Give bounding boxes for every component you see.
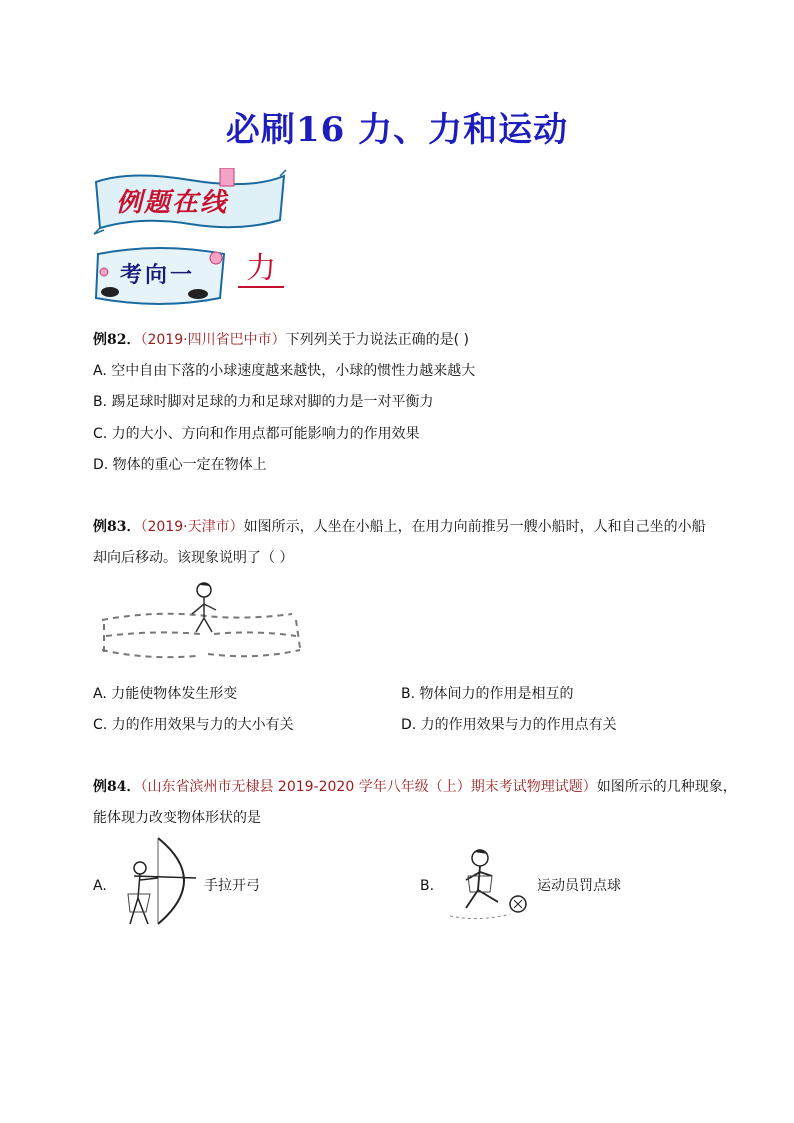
q82-option-c: C. 力的大小、方向和作用点都可能影响力的作用效果 (93, 426, 420, 442)
q83-option-d: D. 力的作用效果与力的作用点有关 (401, 717, 617, 733)
q83-stem-line2: 却向后移动。该现象说明了（ ） (93, 550, 294, 566)
q82-number: 例82． (93, 332, 141, 348)
archer-drawing-bow-icon (114, 834, 200, 926)
section-banner (90, 168, 290, 238)
q83-source: （2019·天津市） (140, 519, 244, 535)
q84-stem-line2: 能体现力改变物体形状的是 (93, 810, 261, 826)
q83-option-b: B. 物体间力的作用是相互的 (401, 686, 574, 702)
q84-option-a-text: 手拉开弓 (204, 878, 260, 894)
q84-source: （山东省滨州市无棣县 2019-2020 学年八年级（上）期末考试物理试题） (140, 779, 597, 795)
page-title: 必刷16 力、力和运动 (225, 110, 569, 150)
q82-option-a: A. 空中自由下落的小球速度越来越快，小球的惯性力越来越大 (93, 363, 476, 379)
q83-text-line1: 如图所示，人坐在小船上，在用力向前推另一艘小船时，人和自己坐的小船 (243, 519, 706, 535)
topic-badge-label: 考向一 (120, 262, 196, 288)
q82-source: （2019·四川省巴中市） (140, 332, 286, 348)
q84-text-line1: 如图所示的几种现象， (596, 779, 737, 795)
q83-option-a: A. 力能使物体发生形变 (93, 686, 238, 702)
q84-stem (93, 777, 737, 797)
q84-number: 例84． (93, 779, 141, 795)
q83-option-c: C. 力的作用效果与力的大小有关 (93, 717, 294, 733)
topic-heading: 力 (238, 252, 284, 288)
q83-number: 例83． (93, 519, 141, 535)
boat-push-illustration-icon (96, 580, 306, 670)
section-banner-label: 例题在线 (116, 188, 229, 218)
q82-text: 下列列关于力说法正确的是( ) (285, 332, 469, 348)
q84-option-b-text: 运动员罚点球 (537, 878, 621, 894)
q83-stem (93, 517, 706, 537)
footballer-penalty-kick-icon (440, 846, 532, 926)
q82-option-b: B. 踢足球时脚对足球的力和足球对脚的力是一对平衡力 (93, 394, 434, 410)
q82-option-d: D. 物体的重心一定在物体上 (93, 457, 267, 473)
q84-option-a-letter: A. (93, 878, 107, 894)
q84-option-b-letter: B. (420, 878, 435, 894)
q82-stem (93, 330, 469, 350)
